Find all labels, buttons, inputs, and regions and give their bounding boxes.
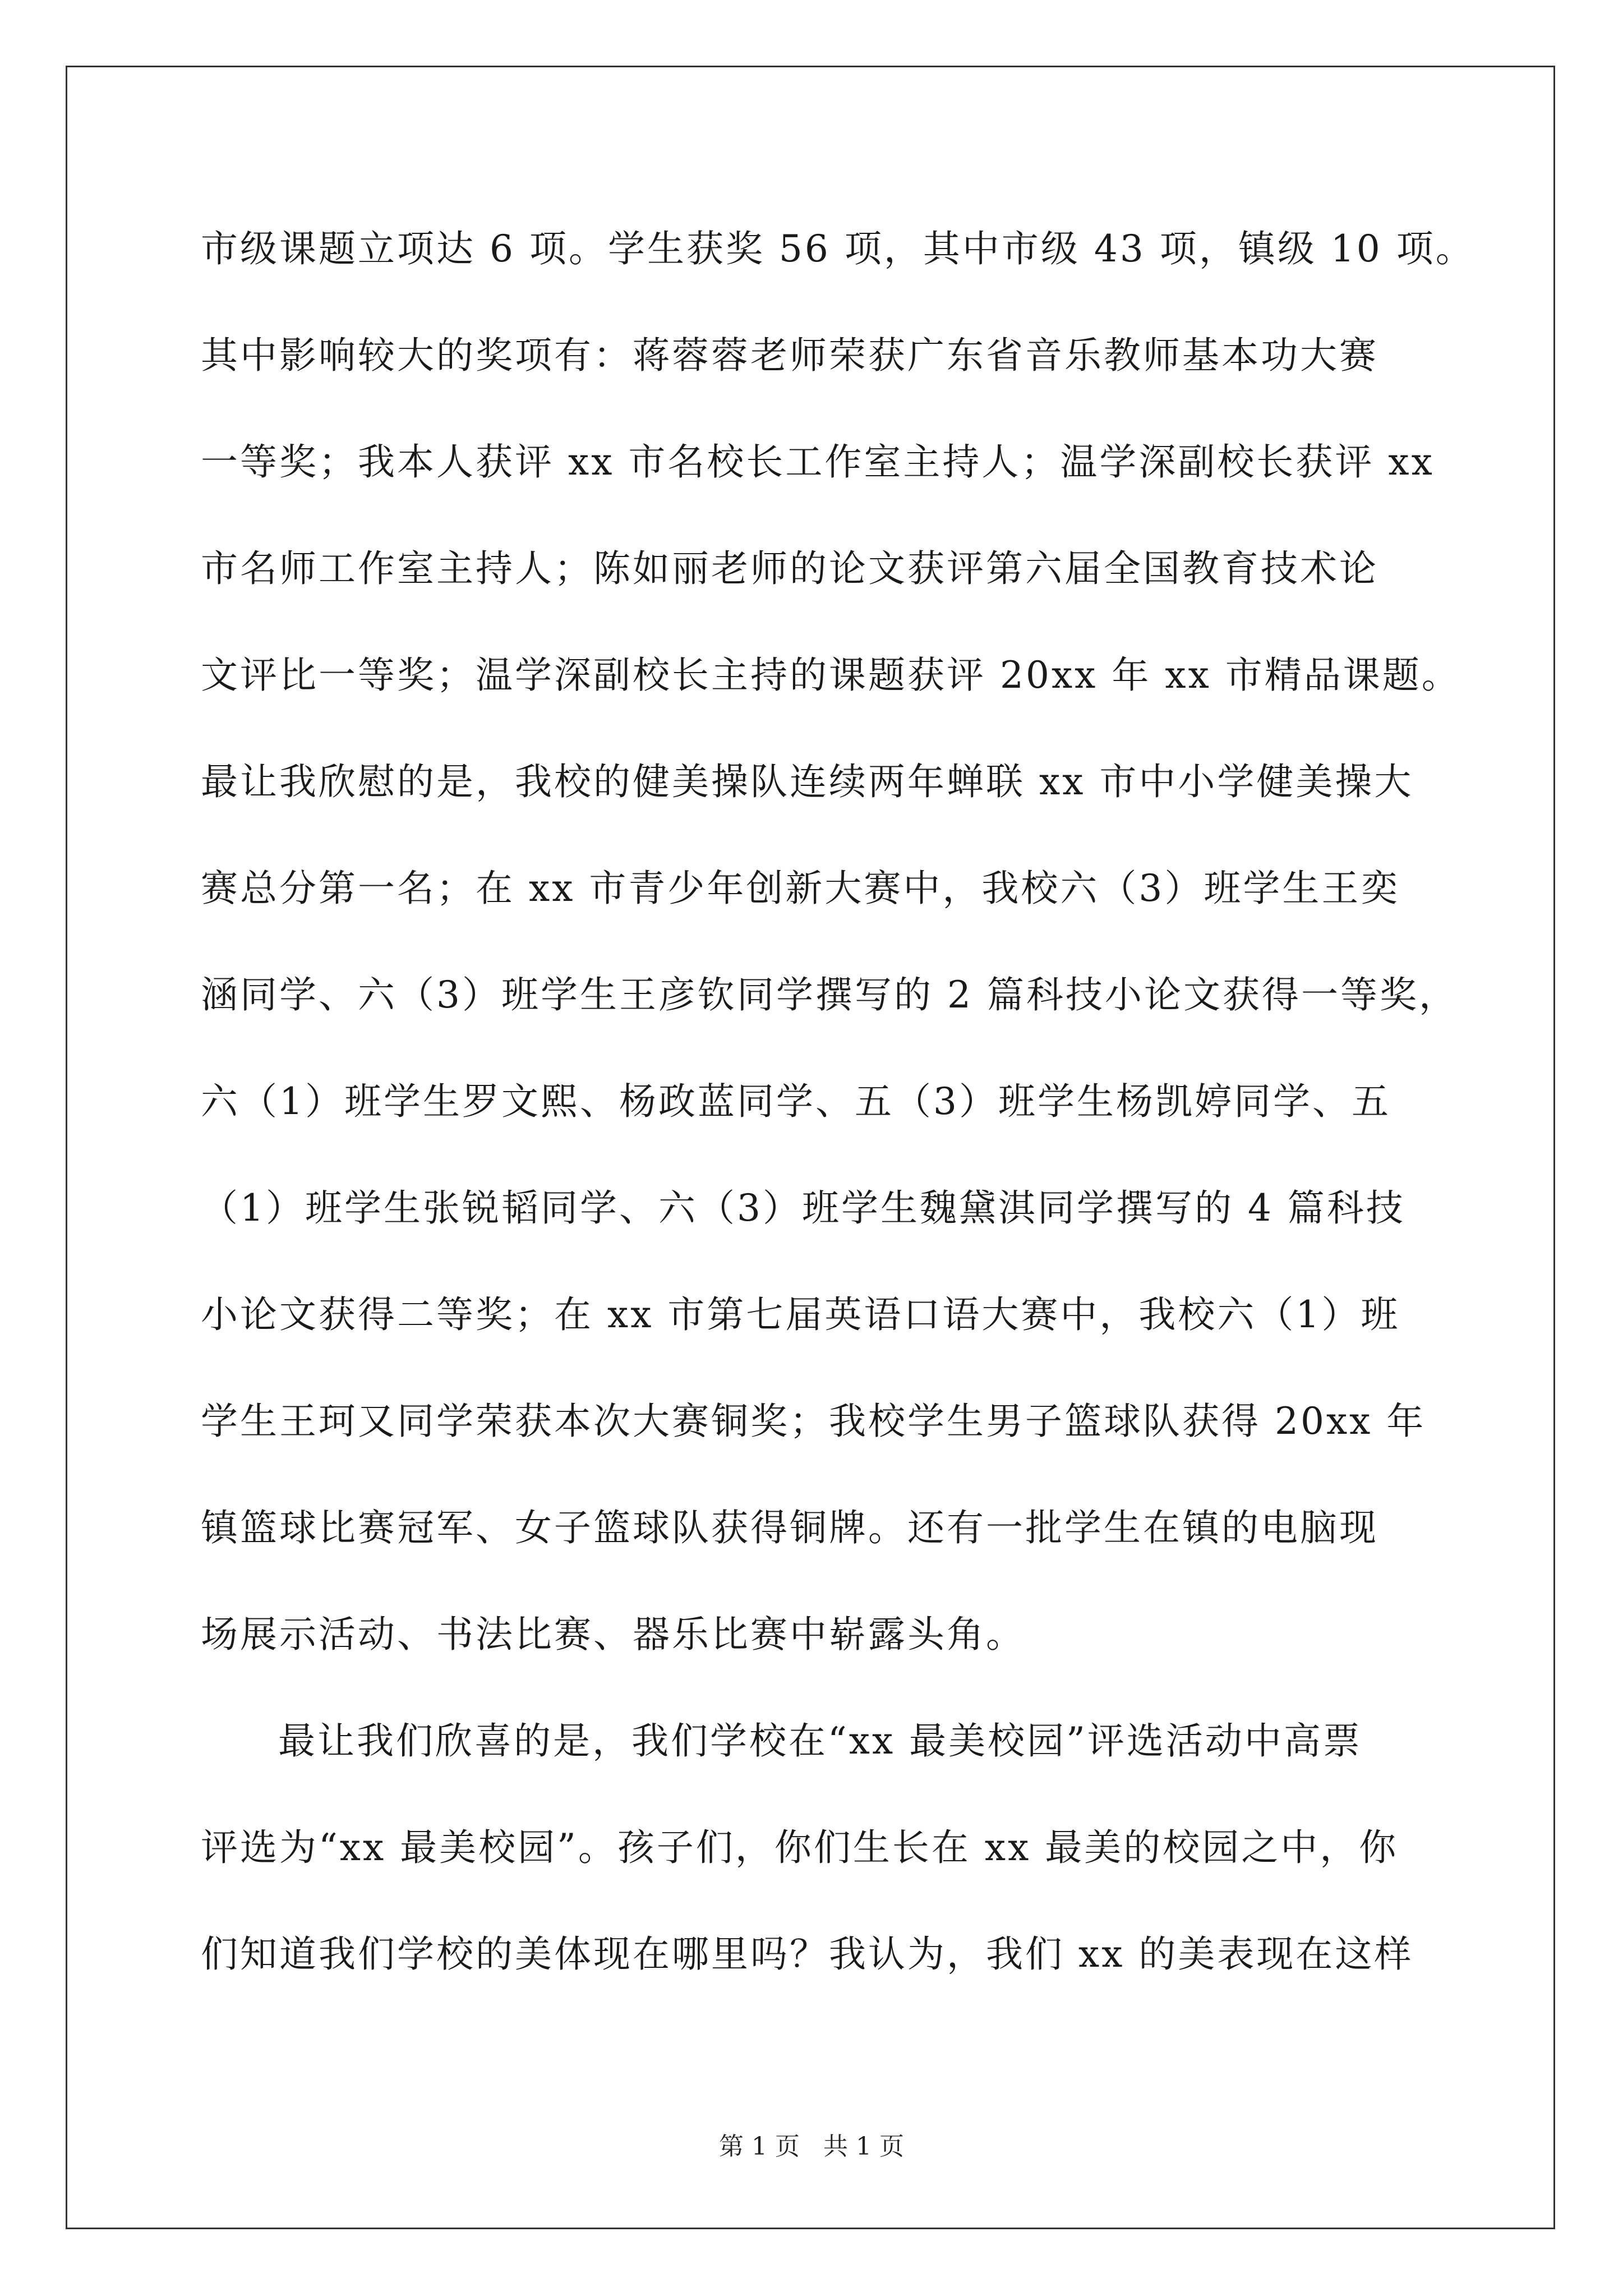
text-line: 一等奖；我本人获评 xx 市名校长工作室主持人；温学深副校长获评 xx xyxy=(201,440,1435,484)
page-number: 第 1 页 xyxy=(719,2132,800,2161)
text-line: 其中影响较大的奖项有：蒋蓉蓉老师荣获广东省音乐教师基本功大赛 xyxy=(201,334,1378,377)
text-line: 市名师工作室主持人；陈如丽老师的论文获评第六届全国教育技术论 xyxy=(201,547,1378,590)
text-line: 们知道我们学校的美体现在哪里吗？我认为，我们 xx 的美表现在这样 xyxy=(201,1932,1414,1976)
text-line: 评选为“xx 最美校园”。孩子们，你们生长在 xx 最美的校园之中，你 xyxy=(201,1826,1399,1869)
text-line: 涵同学、六（3）班学生王彦钦同学撰写的 2 篇科技小论文获得一等奖， xyxy=(201,973,1458,1016)
text-line: 学生王珂又同学荣获本次大赛铜奖；我校学生男子篮球队获得 20xx 年 xyxy=(201,1400,1426,1443)
text-line: 小论文获得二等奖；在 xx 市第七届英语口语大赛中，我校六（1）班 xyxy=(201,1293,1400,1336)
page-footer xyxy=(0,2126,1623,2162)
text-line: 市级课题立项达 6 项。学生获奖 56 项，其中市级 43 项，镇级 10 项。 xyxy=(201,227,1475,270)
text-line: 文评比一等奖；温学深副校长主持的课题获评 20xx 年 xx 市精品课题。 xyxy=(201,654,1461,697)
text-line: 六（1）班学生罗文熙、杨政蓝同学、五（3）班学生杨凯婷同学、五 xyxy=(201,1080,1391,1123)
document-body xyxy=(201,213,1475,2025)
text-line: 场展示活动、书法比赛、器乐比赛中崭露头角。 xyxy=(201,1613,1025,1656)
page-total: 共 1 页 xyxy=(823,2132,904,2161)
text-line: 最让我欣慰的是，我校的健美操队连续两年蝉联 xx 市中小学健美操大 xyxy=(201,760,1414,803)
text-line: 赛总分第一名；在 xx 市青少年创新大赛中，我校六（3）班学生王奕 xyxy=(201,867,1400,910)
paragraph-start-line: 最让我们欣喜的是，我们学校在“xx 最美校园”评选活动中高票 xyxy=(278,1719,1362,1763)
text-line: 镇篮球比赛冠军、女子篮球队获得铜牌。还有一批学生在镇的电脑现 xyxy=(201,1506,1378,1549)
text-line: （1）班学生张锐韬同学、六（3）班学生魏黛淇同学撰写的 4 篇科技 xyxy=(201,1186,1405,1230)
